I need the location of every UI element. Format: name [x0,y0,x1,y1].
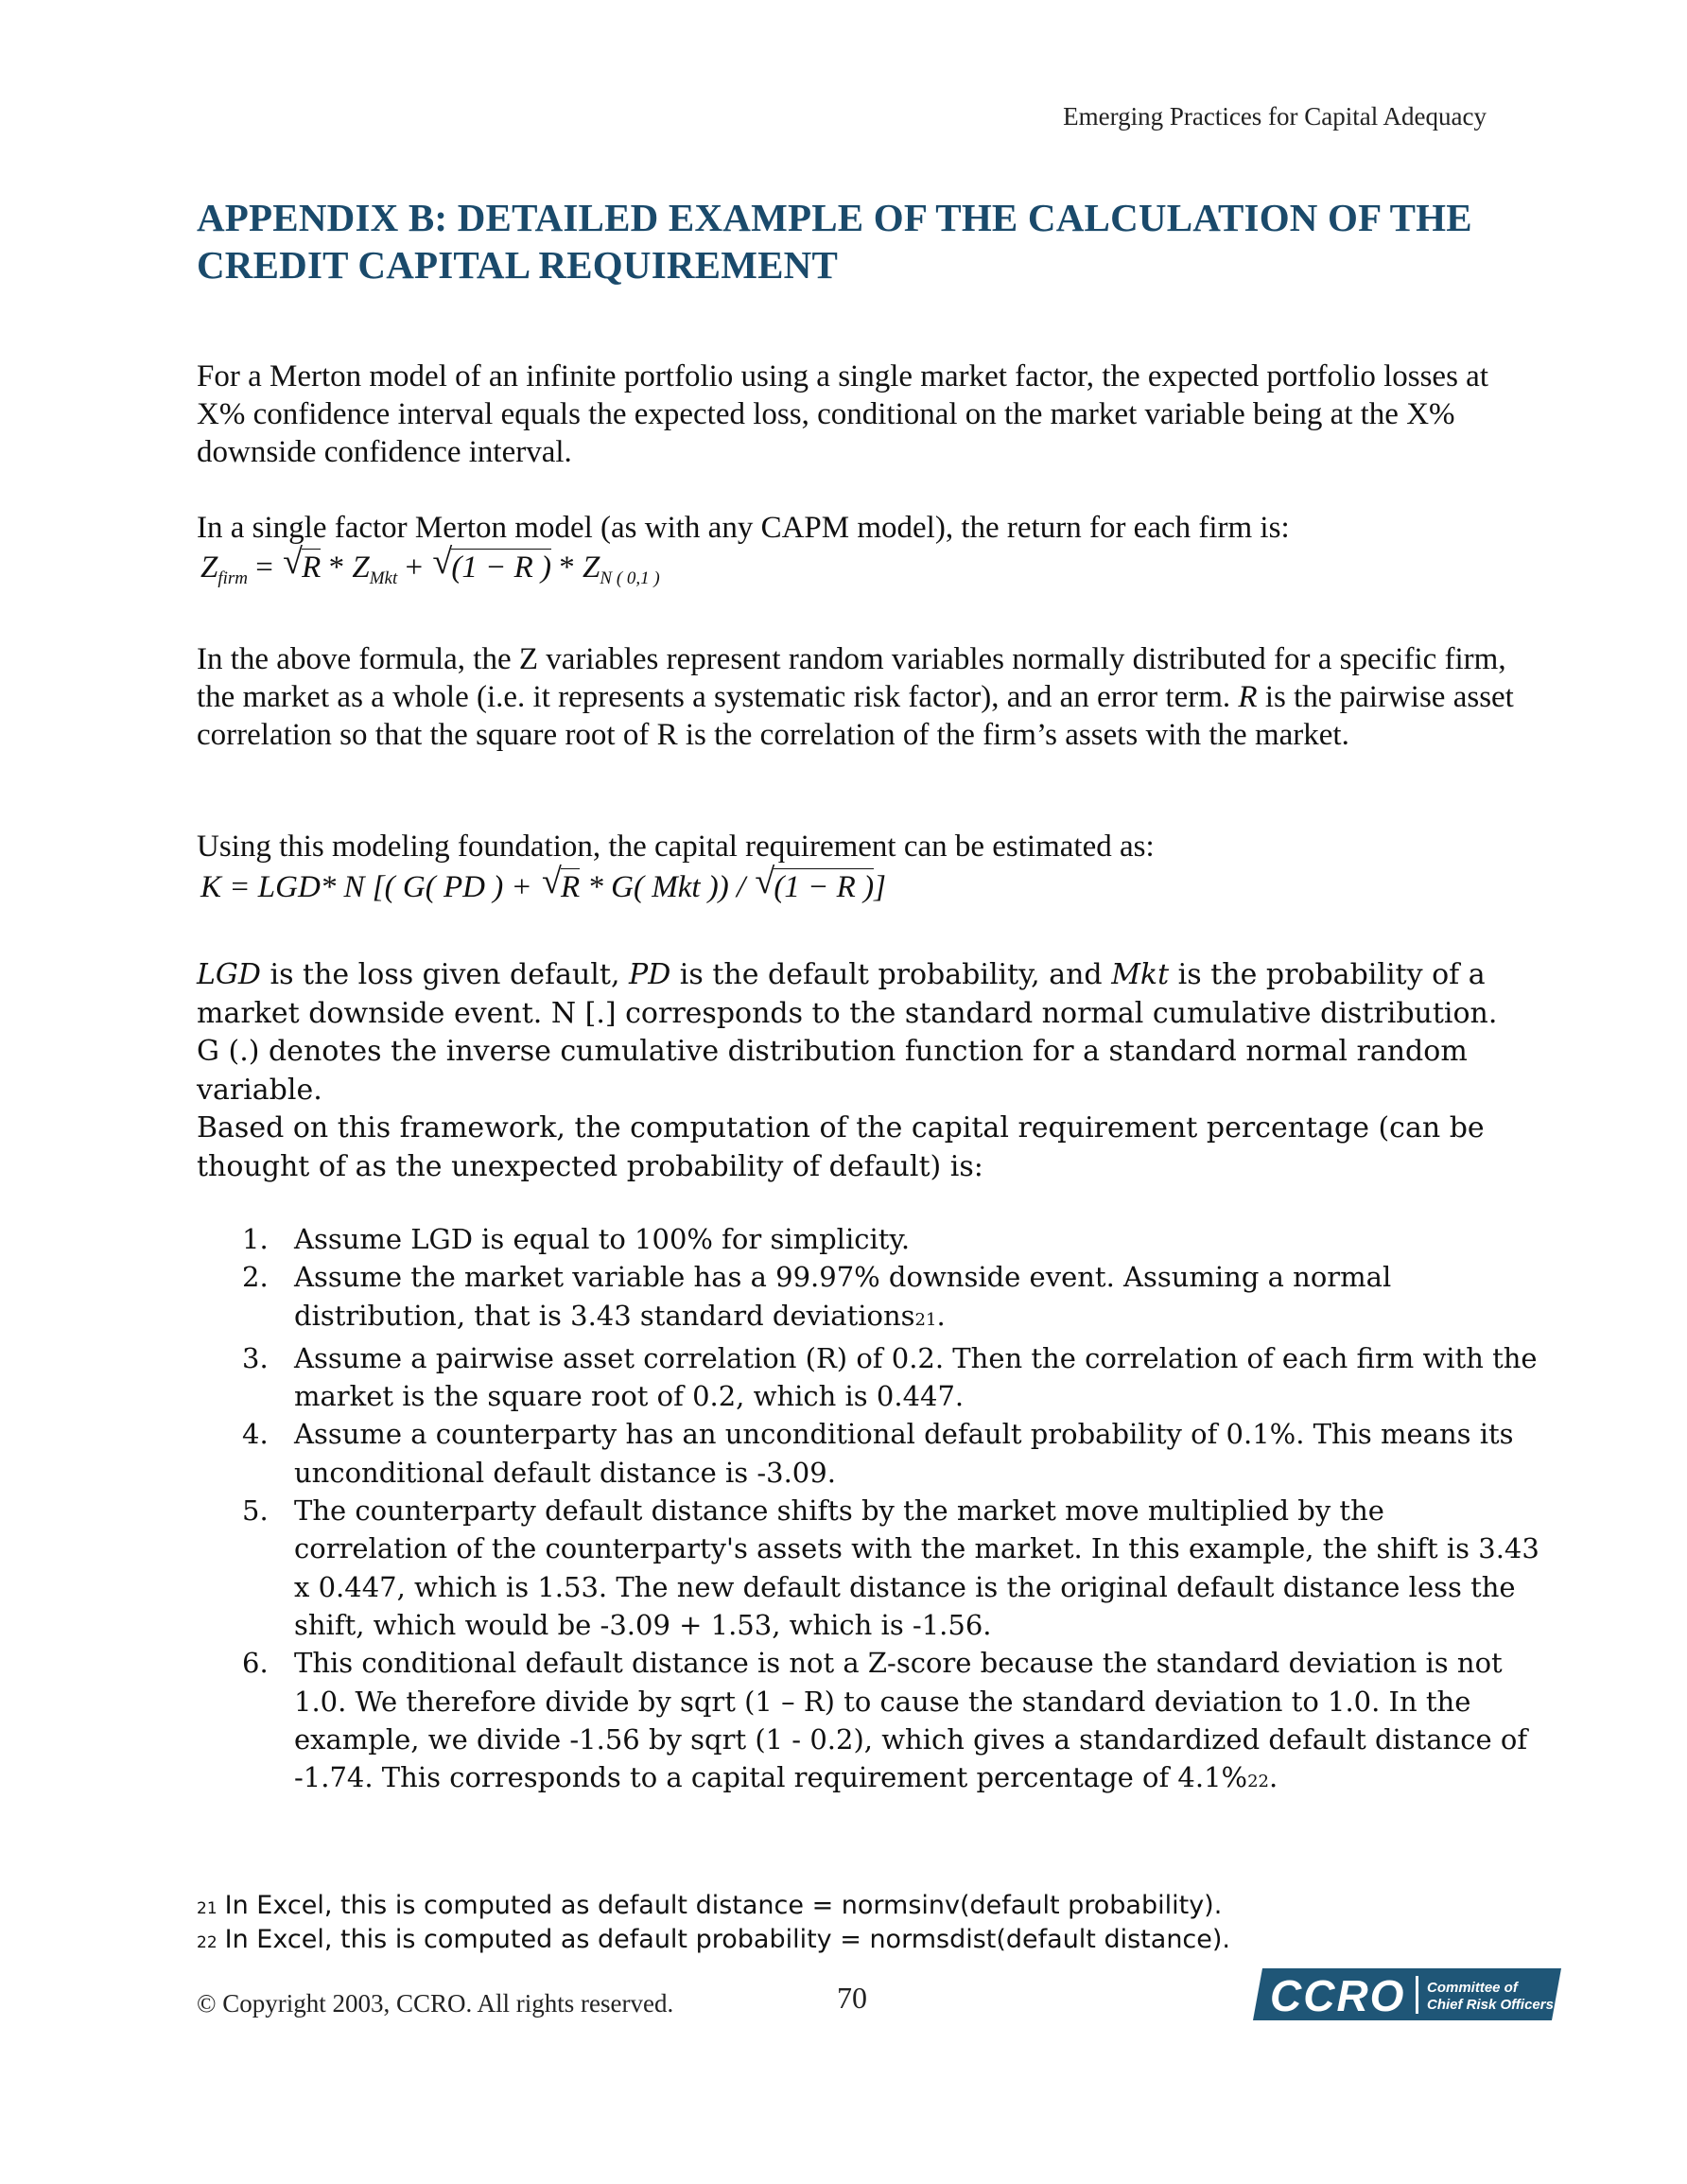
steps-list [197,1220,1539,1801]
list-item: 1. Assume LGD is equal to 100% for simplicity. [242,1223,911,1255]
list-item: 2. Assume the market variable has a 99.97% downside event. Assuming a normal distribution, that is 3.43 standard deviations21. [242,1261,1392,1332]
formula-firm-return: $Z_{firm}$ = √ R * $Z_{Mkt}$ + √ (1 − R ) * $Z_{N ( 0,1 )}$ [200,542,660,588]
list-item: 3. Assume a pairwise asset correlation (R) of 0.2. Then the correlation of each firm with the market is the square root of 0.2, which is 0.447. [242,1341,1538,1413]
formula-capital-requirement: K = LGD* N [( G( PD ) + √ R * G( Mkt )) / √ (1 − R )] [200,862,886,904]
footnote-ref: 22 [1247,1772,1270,1792]
footnote-22: 22 In Excel, this is computed as default probability = normsdist(default distance). [197,1925,1231,1954]
footnote-21: 21 In Excel, this is computed as default distance = normsinv(default probability). [197,1891,1223,1920]
ccro-logo [1253,1968,1561,2020]
list-item: 5. The counterparty default distance shifts by the market move multiplied by the correlation of the counterparty's assets with the market. In this example, the shift is 3.43 x 0.447, which is 1.53. The new default distance is the original default distance less the shift, which would be -3.09 + 1.53, which is -1.56. [242,1494,1539,1641]
paragraph-z-variables: In the above formula, the Z variables represent random variables normally distributed for a specific firm, the market as a whole (i.e. it represents a systematic risk factor), and an error term. R is the pairwise asset correlation so that the square root of R is the correlation of the firm’s assets with the market. [197,642,1514,752]
page-title: APPENDIX B: DETAILED EXAMPLE OF THE CALCULATION OF THE CREDIT CAPITAL REQUIREMENT [197,196,1472,287]
list-item: 6. This conditional default distance is not a Z-score because the standard deviation is not 1.0. We therefore divide by sqrt (1 – R) to cause the standard deviation to 1.0. In the example, we divide -1.56 by sqrt (1 - 0.2), which gives a standardized default distance of -1.74. This corresponds to a capital requirement percentage of 4.1%22. [242,1647,1528,1794]
paragraph-merton-intro: For a Merton model of an infinite portfolio using a single market factor, the expected portfolio losses at X% confidence interval equals the expected loss, conditional on the market variable being at the X% downside confidence interval. [197,359,1488,469]
footnote-ref: 21 [914,1309,937,1330]
logo-wordmark: CCRO [1270,1971,1406,2020]
logo-line-2: Chief Risk Officers [1427,1997,1554,2013]
paragraph-definitions: LGD is the loss given default, PD is the default probability, and Mkt is the probability of a market downside event. N [.] corresponds to the standard normal cumulative distribution. G (.) denotes the inverse cumulative distribution function for a standard normal random variable. [197,958,1498,1107]
running-header: Emerging Practices for Capital Adequacy [1063,102,1487,131]
paragraph-single-factor: In a single factor Merton model (as with any CAPM model), the return for each firm is: [197,511,1290,545]
paragraph-framework: Based on this framework, the computation of the capital requirement percentage (can be thought of as the unexpected probability of default) is: [197,1111,1485,1183]
list-item: 4. Assume a counterparty has an unconditional default probability of 0.1%. This means its unconditional default distance is -3.09. [242,1418,1514,1489]
page-number: 70 [837,1981,867,2015]
logo-line-1: Committee of [1427,1980,1518,1996]
copyright-notice: © Copyright 2003, CCRO. All rights reserved. [197,1989,674,2018]
paragraph-modeling-foundation: Using this modeling foundation, the capital requirement can be estimated as: [197,830,1155,864]
